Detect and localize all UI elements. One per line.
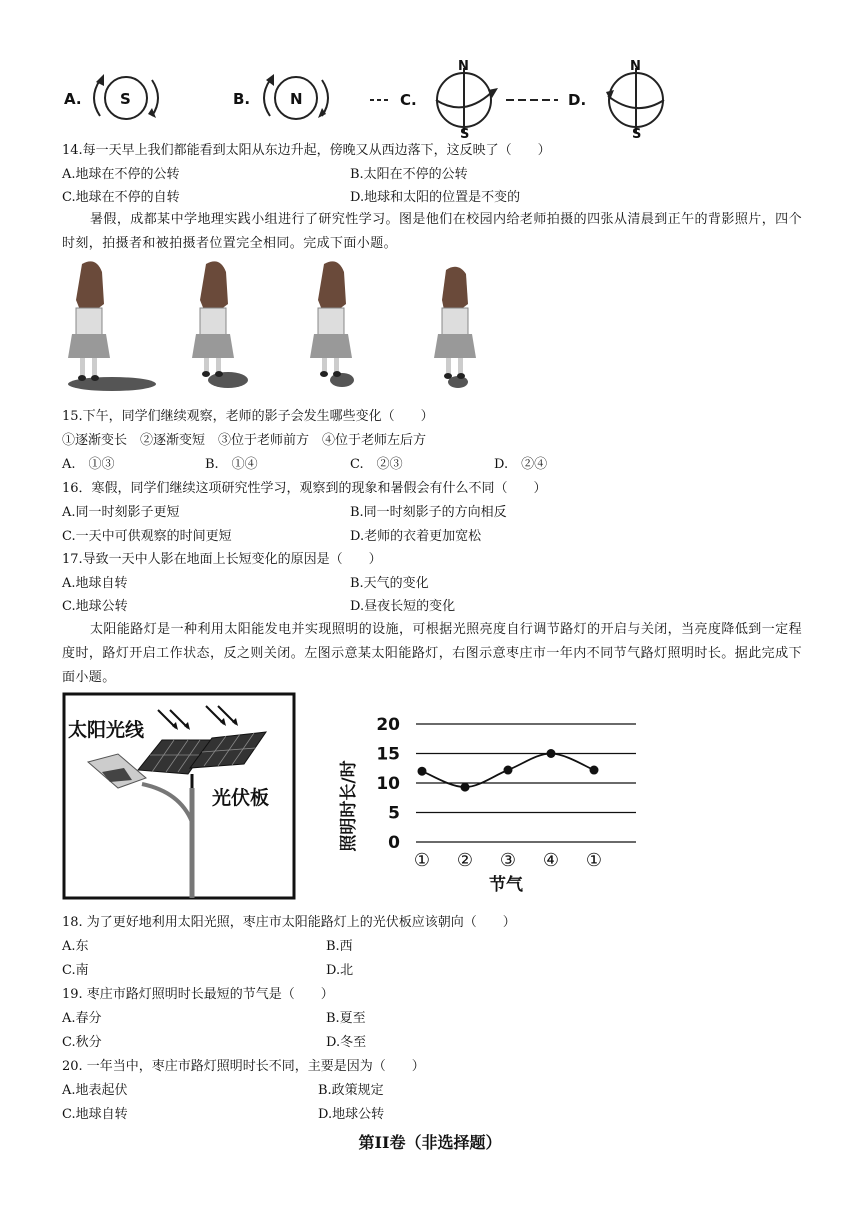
y-tick-label: 15 — [376, 744, 400, 765]
x-tick-label: ② — [456, 850, 474, 871]
q14-option-c[interactable]: C.地球在不停的自转 — [62, 190, 180, 205]
data-point — [461, 783, 470, 792]
q20-option-c[interactable]: C.地球自转 — [62, 1107, 128, 1122]
rotation-options-figure — [60, 60, 680, 138]
q16-option-b[interactable]: B.同一时刻影子的方向相反 — [350, 505, 507, 520]
photo-2 — [192, 261, 248, 388]
q17-option-b[interactable]: B.天气的变化 — [350, 576, 429, 591]
data-point — [504, 766, 513, 775]
passage-solar-lamp: 太阳能路灯是一种利用太阳能发电并实现照明的设施，可根据光照亮度自行调节路灯的开启与关闭，当亮度降低到一定程度时，路灯开启工作状态，反之则关闭。左图示意某太阳能路灯，右图示意枣庄市一年内不同节气路灯照明时长。据此完成下面小题。 — [62, 622, 802, 685]
photo-3 — [310, 261, 354, 387]
q15-option-d[interactable]: D. ②④ — [494, 457, 548, 472]
question-18-stem: 18. 为了更好地利用太阳光照，枣庄市太阳能路灯上的光伏板应该朝向（ ） — [62, 915, 516, 930]
question-20-stem: 20. 一年当中，枣庄市路灯照明时长不同，主要是因为（ ） — [62, 1059, 425, 1074]
south-pole-label: S — [460, 127, 470, 138]
q20-option-d[interactable]: D.地球公转 — [318, 1107, 385, 1122]
question-17-stem: 17.导致一天中人影在地面上长短变化的原因是（ ） — [62, 552, 382, 567]
q14-option-a[interactable]: A.地球在不停的公转 — [62, 167, 180, 182]
q15-option-a[interactable]: A. ①③ — [62, 457, 115, 472]
y-tick-label: 0 — [388, 833, 400, 853]
section-title: 第II卷（非选择题） — [358, 1133, 502, 1152]
photo-4 — [434, 267, 476, 388]
q16-option-d[interactable]: D.老师的衣着更加宽松 — [350, 529, 482, 544]
y-axis-label: 照明时长/时 — [339, 760, 359, 852]
sunlight-label: 太阳光线 — [68, 719, 145, 741]
q18-option-a[interactable]: A.东 — [62, 939, 89, 954]
question-16-stem: 16．寒假，同学们继续这项研究性学习，观察到的现象和暑假会有什么不同（ ） — [62, 481, 547, 496]
q18-option-b[interactable]: B.西 — [326, 939, 353, 954]
y-tick-label: 20 — [376, 715, 400, 735]
x-tick-label: ① — [585, 850, 603, 871]
q15-option-b[interactable]: B. ①④ — [205, 457, 258, 472]
data-point — [547, 749, 556, 758]
q19-option-c[interactable]: C.秋分 — [62, 1035, 102, 1050]
q16-option-c[interactable]: C.一天中可供观察的时间更短 — [62, 529, 232, 544]
north-pole-label: N — [290, 90, 303, 108]
option-d-label: D. — [568, 91, 587, 109]
photo-1 — [68, 261, 156, 391]
south-pole-label: S — [632, 127, 642, 138]
y-tick-label: 10 — [376, 774, 400, 794]
option-b-label: B. — [233, 90, 251, 108]
question-15-stem: 15.下午，同学们继续观察，老师的影子会发生哪些变化（ ） — [62, 409, 434, 424]
x-axis-label: 节气 — [489, 875, 523, 895]
north-pole-label: N — [630, 60, 641, 74]
option-c-label: C. — [400, 91, 417, 109]
q20-option-a[interactable]: A.地表起伏 — [62, 1083, 128, 1098]
q19-option-d[interactable]: D.冬至 — [326, 1035, 367, 1050]
q15-option-c[interactable]: C. ②③ — [350, 457, 403, 472]
q20-option-b[interactable]: B.政策规定 — [318, 1083, 384, 1098]
photovoltaic-panel-label: 光伏板 — [212, 787, 270, 809]
q18-option-c[interactable]: C.南 — [62, 963, 89, 978]
option-a-label: A. — [64, 90, 82, 108]
q17-option-a[interactable]: A.地球自转 — [62, 576, 128, 591]
x-tick-label: ④ — [542, 850, 560, 871]
q17-option-c[interactable]: C.地球公转 — [62, 599, 128, 614]
question-14-stem: 14.每一天早上我们都能看到太阳从东边升起，傍晚又从西边落下，这反映了（ ） — [62, 143, 551, 158]
question-19-stem: 19. 枣庄市路灯照明时长最短的节气是（ ） — [62, 987, 334, 1002]
q15-choices: ①逐渐变长 ②逐渐变短 ③位于老师前方 ④位于老师左后方 — [62, 433, 427, 448]
passage-shadow-study: 暑假，成都某中学地理实践小组进行了研究性学习。图是他们在校园内给老师拍摄的四张从清晨到正午的背影照片，四个时刻，拍摄者和被拍摄者位置完全相同。完成下面小题。 — [62, 212, 802, 251]
north-pole-label: N — [458, 60, 469, 74]
q14-option-d[interactable]: D.地球和太阳的位置是不变的 — [350, 190, 521, 205]
teacher-shadow-photos — [62, 260, 502, 400]
q19-option-a[interactable]: A.春分 — [62, 1011, 102, 1026]
lighting-duration-chart — [326, 706, 648, 898]
data-point — [590, 766, 599, 775]
q18-option-d[interactable]: D.北 — [326, 963, 354, 978]
q14-option-b[interactable]: B.太阳在不停的公转 — [350, 167, 468, 182]
q17-option-d[interactable]: D.昼夜长短的变化 — [350, 599, 456, 614]
data-point — [418, 767, 427, 776]
x-tick-label: ③ — [499, 850, 517, 871]
x-tick-label: ① — [413, 850, 431, 871]
q16-option-a[interactable]: A.同一时刻影子更短 — [62, 505, 180, 520]
q19-option-b[interactable]: B.夏至 — [326, 1011, 366, 1026]
y-tick-label: 5 — [388, 803, 400, 824]
solar-lamp-figure — [62, 692, 298, 902]
south-pole-label: S — [120, 90, 131, 108]
